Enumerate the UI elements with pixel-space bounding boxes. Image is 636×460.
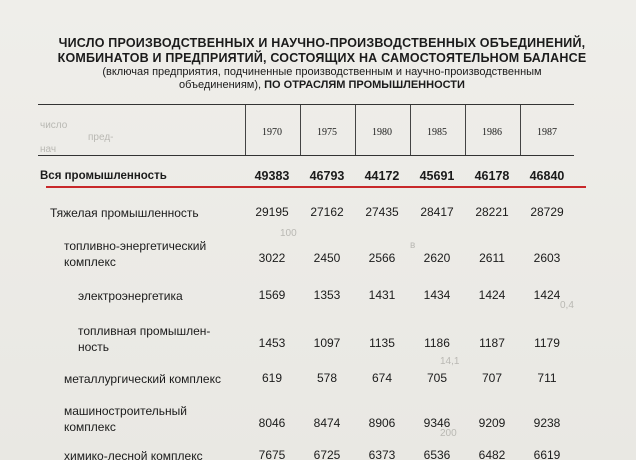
row-label-line: комплекс: [64, 420, 116, 434]
row-label-line: топливно-энергетический: [64, 239, 207, 253]
value-cell: 9209: [478, 416, 506, 430]
value-cell: 2620: [423, 251, 451, 265]
show-through-text: 14,1: [440, 356, 460, 367]
value-cell: 1187: [479, 336, 505, 350]
show-through-text: пред-: [88, 132, 114, 143]
row-label: [78, 288, 183, 304]
subtitle-note: (включая предприятия, подчиненные производственным и научно-производственным объединениям),: [102, 66, 542, 91]
value-cell: 1179: [534, 336, 560, 350]
total-value-cell: 44172: [364, 169, 400, 183]
value-cell: 8906: [368, 416, 396, 430]
row-label-line: металлургический комплекс: [64, 372, 221, 386]
row-label: [64, 371, 221, 387]
row-label: [78, 323, 210, 355]
value-cell: 6482: [478, 448, 506, 460]
show-through-text: в: [410, 240, 416, 251]
year-header: 1980: [372, 127, 392, 138]
value-cell: 27435: [365, 205, 399, 219]
total-value-cell: 46840: [529, 169, 565, 183]
value-cell: 29195: [255, 205, 289, 219]
value-cell: 1353: [313, 288, 341, 302]
value-cell: 28729: [530, 205, 564, 219]
value-cell: 1453: [258, 336, 286, 350]
year-header: 1986: [482, 127, 502, 138]
header-column-divider: [520, 105, 521, 155]
value-cell: 674: [371, 371, 393, 385]
header-column-divider: [465, 105, 466, 155]
value-cell: 8474: [313, 416, 341, 430]
value-cell: 2450: [313, 251, 341, 265]
row-label: [64, 448, 203, 460]
row-label: [64, 238, 206, 270]
show-through-text: 0,4: [560, 300, 574, 311]
show-through-text: 200: [440, 428, 457, 439]
value-cell: 9346: [423, 416, 451, 430]
value-cell: 6619: [533, 448, 561, 460]
total-value-cell: 46793: [309, 169, 345, 183]
header-column-divider: [245, 105, 246, 155]
value-cell: 1424: [478, 288, 506, 302]
value-cell: 6536: [423, 448, 451, 460]
year-header: 1987: [537, 127, 557, 138]
row-label-line: электроэнергетика: [78, 289, 183, 303]
value-cell: 1097: [313, 336, 341, 350]
value-cell: 3022: [258, 251, 286, 265]
row-label-line: ность: [78, 340, 110, 354]
red-underline: [46, 186, 586, 188]
year-header: 1985: [427, 127, 447, 138]
table-subtitle: [60, 66, 584, 92]
total-value-cell: 46178: [474, 169, 510, 183]
value-cell: 6725: [313, 448, 341, 460]
value-cell: 9238: [533, 416, 561, 430]
total-value-cell: 49383: [254, 169, 290, 183]
year-header: 1975: [317, 127, 337, 138]
row-label-line: комплекс: [64, 255, 116, 269]
value-cell: 707: [481, 371, 503, 385]
table-title: ЧИСЛО ПРОИЗВОДСТВЕННЫХ И НАУЧНО-ПРОИЗВОДСТВЕННЫХ ОБЪЕДИНЕНИЙ, КОМБИНАТОВ И ПРЕДПРИЯТИЙ, СОСТОЯЩИХ НА САМОСТОЯТЕЛЬНОМ БАЛАНСЕ: [57, 36, 587, 65]
row-label-line: машиностроительный: [64, 404, 187, 418]
year-header: 1970: [262, 127, 282, 138]
header-column-divider: [410, 105, 411, 155]
value-cell: 1186: [424, 336, 450, 350]
value-cell: 8046: [258, 416, 286, 430]
subtitle-tail: ПО ОТРАСЛЯМ ПРОМЫШЛЕННОСТИ: [264, 79, 465, 91]
value-cell: 1135: [369, 336, 395, 350]
show-through-text: 100: [280, 228, 297, 239]
row-label-line: Тяжелая промышленность: [50, 206, 199, 220]
row-label-line: топливная промышлен-: [78, 324, 211, 338]
value-cell: 27162: [310, 205, 344, 219]
value-cell: 6373: [368, 448, 396, 460]
value-cell: 711: [537, 371, 557, 385]
value-cell: 1431: [368, 288, 396, 302]
value-cell: 28221: [475, 205, 509, 219]
value-cell: 7675: [258, 448, 286, 460]
value-cell: 2566: [368, 251, 396, 265]
value-cell: 2611: [479, 251, 505, 265]
row-label-line: химико-лесной комплекс: [64, 449, 203, 460]
value-cell: 1424: [533, 288, 561, 302]
value-cell: 705: [426, 371, 448, 385]
value-cell: 1569: [258, 288, 286, 302]
value-cell: 578: [316, 371, 338, 385]
header-column-divider: [300, 105, 301, 155]
value-cell: 28417: [420, 205, 454, 219]
value-cell: 2603: [533, 251, 561, 265]
show-through-text: число: [40, 120, 68, 131]
show-through-text: нач: [40, 144, 57, 155]
total-row-label: Вся промышленность: [40, 170, 167, 182]
value-cell: 1434: [423, 288, 451, 302]
row-label: [64, 403, 187, 435]
header-column-divider: [355, 105, 356, 155]
total-value-cell: 45691: [419, 169, 455, 183]
table-header: [38, 104, 574, 156]
row-label: [50, 205, 199, 221]
value-cell: 619: [261, 371, 283, 385]
